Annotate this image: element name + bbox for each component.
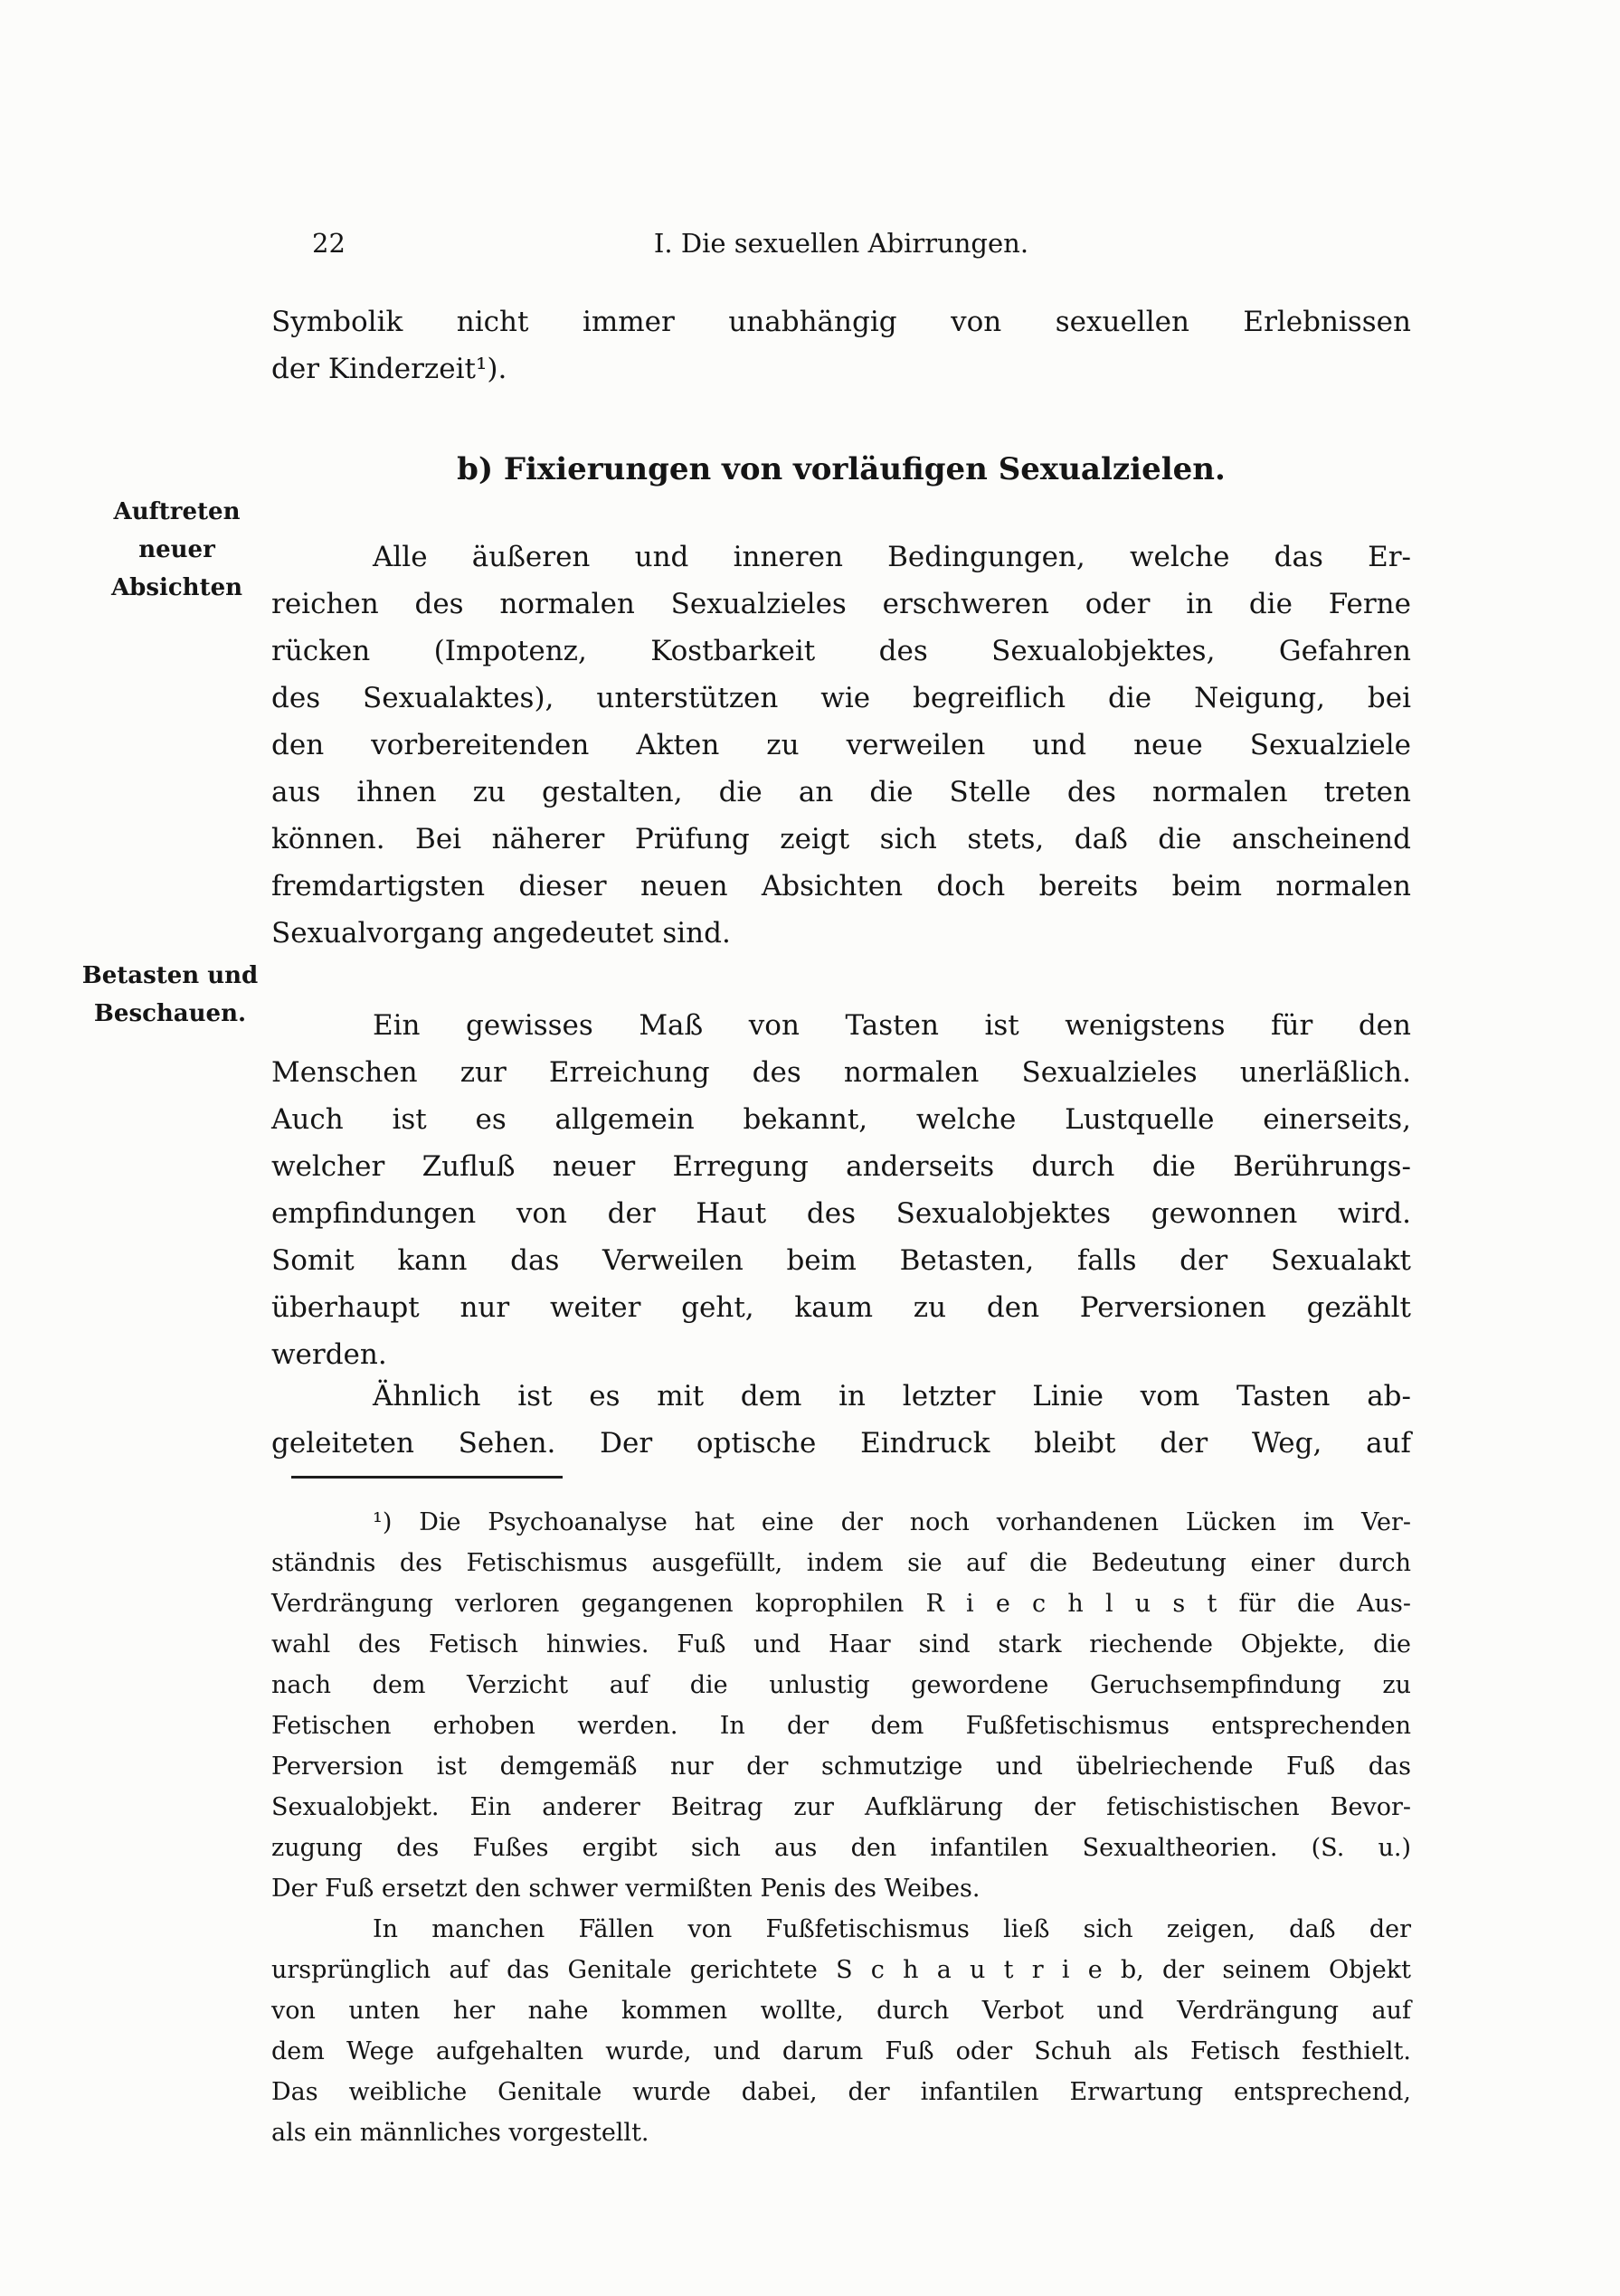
text-line: In manchen Fällen von Fußfetischismus ließ sich zeigen, daß der bbox=[373, 1915, 1411, 1943]
text-line: nach dem Verzicht auf die unlustig gewordene Geruchsempfindung zu bbox=[271, 1671, 1411, 1699]
paragraph-betasten-und-beschauen bbox=[271, 1002, 1411, 1378]
text-line: den vorbereitenden Akten zu verweilen und neue Sexualziele bbox=[271, 729, 1411, 761]
text-line: werden. bbox=[271, 1338, 387, 1371]
footnote-block bbox=[271, 1502, 1411, 2153]
section-heading: b) Fixierungen von vorläufigen Sexualzielen. bbox=[457, 451, 1226, 487]
page-number: 22 bbox=[312, 228, 346, 259]
text-line: Perversion ist demgemäß nur der schmutzige und übelriechende Fuß das bbox=[271, 1753, 1411, 1781]
paragraph-sehen bbox=[271, 1373, 1411, 1467]
text-line: ursprünglich auf das Genitale gerichtete S c h a u t r i e b, der seinem Objekt bbox=[271, 1956, 1411, 1984]
text-column bbox=[271, 298, 1411, 2153]
text-line: können. Bei näherer Prüfung zeigt sich stets, daß die anscheinend bbox=[271, 823, 1411, 855]
text-line: Sexualobjekt. Ein anderer Beitrag zur Aufklärung der fetischistischen Bevor- bbox=[271, 1793, 1411, 1821]
text-line: des Sexualaktes), unterstützen wie begreiflich die Neigung, bei bbox=[271, 682, 1411, 714]
text-line: Verdrängung verloren gegangenen koprophilen R i e c h l u s t für die Aus- bbox=[271, 1590, 1411, 1618]
footnote-paragraph-1 bbox=[271, 1502, 1411, 1909]
text-line: Alle äußeren und inneren Bedingungen, welche das Er- bbox=[373, 541, 1411, 573]
text-line: von unten her nahe kommen wollte, durch Verbot und Verdrängung auf bbox=[271, 1997, 1411, 2025]
text-line: rücken (Impotenz, Kostbarkeit des Sexualobjektes, Gefahren bbox=[271, 635, 1411, 667]
running-title: I. Die sexuellen Abirrungen. bbox=[653, 228, 1029, 259]
text-line: wahl des Fetisch hinwies. Fuß und Haar sind stark riechende Objekte, die bbox=[271, 1630, 1411, 1658]
text-line: fremdartigsten dieser neuen Absichten doch bereits beim normalen bbox=[271, 870, 1411, 902]
text-line: Ein gewisses Maß von Tasten ist wenigstens für den bbox=[373, 1009, 1411, 1042]
text-line: Menschen zur Erreichung des normalen Sexualzieles unerläßlich. bbox=[271, 1056, 1411, 1089]
text-line: Absichten bbox=[110, 574, 243, 601]
text-line: Auftreten bbox=[113, 498, 241, 525]
text-line: welcher Zufluß neuer Erregung anderseits durch die Berührungs- bbox=[271, 1150, 1411, 1183]
text-line: Fetischen erhoben werden. In der dem Fußfetischismus entsprechenden bbox=[271, 1712, 1411, 1740]
margin-note-betasten-beschauen bbox=[62, 957, 279, 1033]
text-line: Somit kann das Verweilen beim Betasten, falls der Sexualakt bbox=[271, 1244, 1411, 1277]
text-line: empfindungen von der Haut des Sexualobjektes gewonnen wird. bbox=[271, 1197, 1411, 1230]
text-line: ¹) Die Psychoanalyse hat eine der noch vorhandenen Lücken im Ver- bbox=[373, 1508, 1411, 1536]
text-line: aus ihnen zu gestalten, die an die Stelle des normalen treten bbox=[271, 776, 1411, 808]
footnote-separator-rule bbox=[291, 1476, 563, 1479]
text-line: überhaupt nur weiter geht, kaum zu den Perversionen gezählt bbox=[271, 1291, 1411, 1324]
text-line: dem Wege aufgehalten wurde, und darum Fuß oder Schuh als Fetisch festhielt. bbox=[271, 2037, 1411, 2065]
running-head bbox=[271, 224, 1411, 262]
text-line: der Kinderzeit¹). bbox=[271, 353, 507, 385]
footnote-paragraph-2 bbox=[271, 1909, 1411, 2153]
text-line: geleiteten Sehen. Der optische Eindruck bleibt der Weg, auf bbox=[271, 1427, 1411, 1460]
text-line: Auch ist es allgemein bekannt, welche Lustquelle einerseits, bbox=[271, 1103, 1411, 1136]
margin-note-auftreten-neuer-absichten bbox=[80, 493, 274, 607]
intro-paragraph bbox=[271, 298, 1411, 392]
text-line: Beschauen. bbox=[93, 1000, 247, 1027]
text-line: als ein männliches vorgestellt. bbox=[271, 2119, 649, 2147]
text-line: Der Fuß ersetzt den schwer vermißten Penis des Weibes. bbox=[271, 1875, 981, 1903]
text-line: Betasten und bbox=[81, 962, 259, 989]
text-line: neuer bbox=[138, 536, 215, 563]
text-line: reichen des normalen Sexualzieles erschweren oder in die Ferne bbox=[271, 588, 1411, 620]
text-line: zugung des Fußes ergibt sich aus den infantilen Sexualtheorien. (S. u.) bbox=[271, 1834, 1411, 1862]
text-line: Sexualvorgang angedeutet sind. bbox=[271, 917, 731, 950]
text-line: Ähnlich ist es mit dem in letzter Linie vom Tasten ab- bbox=[373, 1380, 1411, 1413]
text-line: Das weibliche Genitale wurde dabei, der infantilen Erwartung entsprechend, bbox=[271, 2078, 1411, 2106]
text-line: Symbolik nicht immer unabhängig von sexuellen Erlebnissen bbox=[271, 306, 1411, 338]
text-line: ständnis des Fetischismus ausgefüllt, indem sie auf die Bedeutung einer durch bbox=[271, 1549, 1411, 1577]
paragraph-auftreten-neuer-absichten bbox=[271, 534, 1411, 957]
